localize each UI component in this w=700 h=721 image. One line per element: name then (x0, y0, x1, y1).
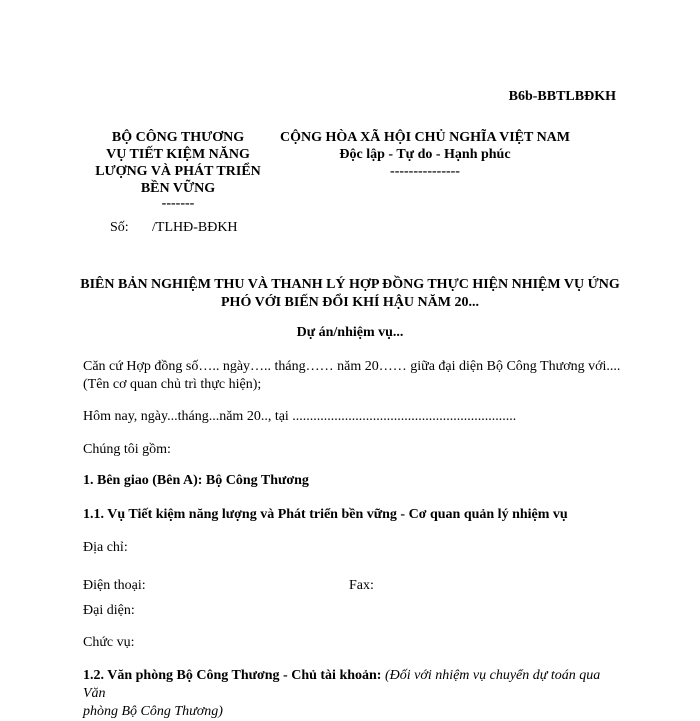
agency-divider: ------- (161, 196, 195, 211)
basis-line-2: (Tên cơ quan chủ trì thực hiện); (83, 377, 262, 392)
national-motto-header (270, 129, 580, 180)
document-title (60, 276, 640, 312)
document-number-value: /TLHĐ-BĐKH (152, 220, 238, 235)
section-1-2-note-line-2: phòng Bộ Công Thương) (83, 704, 223, 719)
motto: Độc lập - Tự do - Hạnh phúc (339, 147, 511, 162)
address-field: Địa chỉ: (83, 540, 128, 555)
agency-line-2: VỤ TIẾT KIỆM NĂNG (106, 147, 250, 162)
title-line-1: BIÊN BẢN NGHIỆM THU VÀ THANH LÝ HỢP ĐỒNG THỰC HIỆN NHIỆM VỤ ỨNG (80, 277, 620, 292)
representative-field: Đại diện: (83, 603, 135, 618)
agency-line-4: BỀN VỮNG (140, 181, 216, 196)
section-1-2-heading (83, 667, 623, 721)
agency-line-1: BỘ CÔNG THƯƠNG (111, 130, 245, 145)
title-line-2: PHÓ VỚI BIẾN ĐỔI KHÍ HẬU NĂM 20... (221, 295, 479, 310)
fax-field: Fax: (349, 578, 374, 593)
basis-line-1: Căn cứ Hợp đồng số….. ngày….. tháng…… năm 20…… giữa đại diện Bộ Công Thương với.... (83, 359, 621, 374)
country-name: CỘNG HÒA XÃ HỘI CHỦ NGHĨA VIỆT NAM (279, 130, 570, 145)
issuing-agency-header (90, 129, 266, 211)
motto-divider: --------------- (390, 164, 460, 179)
phone-field: Điện thoại: (83, 578, 146, 593)
form-code: B6b-BBTLBĐKH (508, 89, 616, 104)
section-1-2-title: 1.2. Văn phòng Bộ Công Thương - Chủ tài khoản: (83, 668, 382, 683)
parties-intro: Chúng tôi gồm: (83, 442, 171, 457)
party-a-heading: 1. Bên giao (Bên A): Bộ Công Thương (83, 473, 309, 488)
basis-paragraph (83, 358, 623, 394)
project-subtitle: Dự án/nhiệm vụ... (296, 325, 404, 340)
section-1-1-heading: 1.1. Vụ Tiết kiệm năng lượng và Phát triển bền vững - Cơ quan quản lý nhiệm vụ (83, 507, 568, 522)
agency-line-3: LƯỢNG VÀ PHÁT TRIỂN (95, 164, 261, 179)
date-location-line: Hôm nay, ngày...tháng...năm 20.., tại ................................................................ (83, 409, 517, 424)
document-number-label: Số: (110, 220, 129, 235)
section-1-2-note-line-1: (Đối với nhiệm vụ chuyển dự toán qua Văn (83, 668, 601, 701)
position-field: Chức vụ: (83, 635, 135, 650)
